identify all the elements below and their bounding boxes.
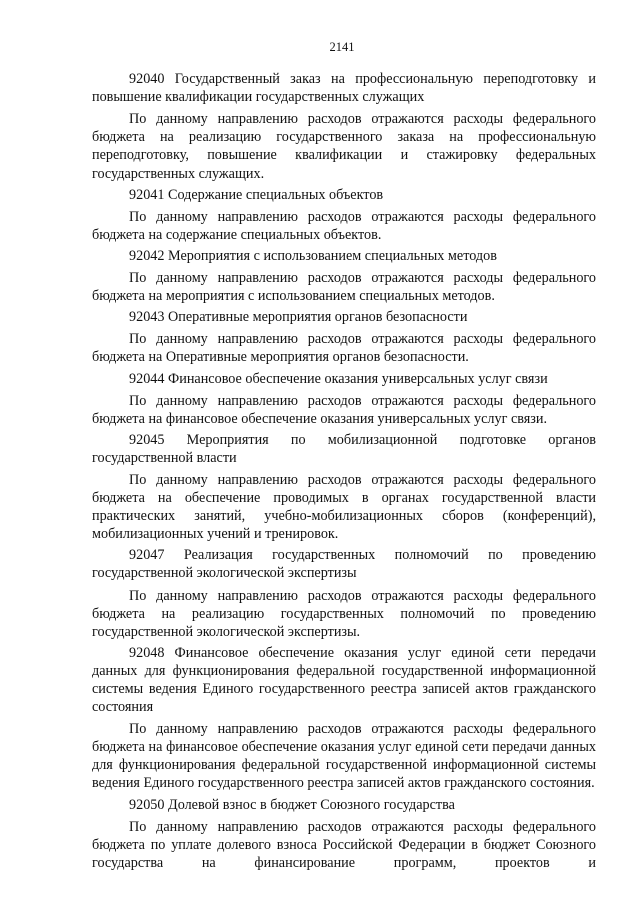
section-body-92048: По данному направлению расходов отражаются расходы федерального бюджета на финансовое обеспечение оказания услуг единой сети передачи данных для функционирования федеральной государственной информационной системы ведения Единого государственного реестра записей актов гражданского состояния.	[92, 721, 596, 792]
section-heading-92045: 92045 Мероприятия по мобилизационной подготовке органов государственной власти	[92, 431, 596, 466]
section-heading-92048: 92048 Финансовое обеспечение оказания услуг единой сети передачи данных для функционирования федеральной государственной информационной системы ведения Единого государственного реестра записей актов гражданского состояния	[92, 644, 596, 716]
section-body-92041: По данному направлению расходов отражаются расходы федерального бюджета на содержание специальных объектов.	[92, 208, 596, 243]
section-body-92043: По данному направлению расходов отражаются расходы федерального бюджета на Оперативные мероприятия органов безопасности.	[92, 331, 596, 366]
section-heading-92041: 92041 Содержание специальных объектов	[129, 186, 384, 203]
page-number: 2141	[329, 40, 355, 54]
section-heading-92040: 92040 Государственный заказ на профессиональную переподготовку и повышение квалификации государственных служащих	[92, 71, 596, 106]
section-body-92040: По данному направлению расходов отражаются расходы федерального бюджета на реализацию государственного заказа на профессиональную переподготовку, повышение квалификации и стажировку федеральных государственных служащих.	[92, 111, 596, 182]
section-body-92042: По данному направлению расходов отражаются расходы федерального бюджета на мероприятия с использованием специальных методов.	[92, 270, 596, 305]
section-body-92045: По данному направлению расходов отражаются расходы федерального бюджета на обеспечение проводимых в органах государственной власти практических занятий, учебно-мобилизационных сборов (конференций), мобилизационных учений и тренировок.	[92, 471, 596, 543]
section-heading-92044: 92044 Финансовое обеспечение оказания универсальных услуг связи	[129, 370, 548, 387]
section-heading-92043: 92043 Оперативные мероприятия органов безопасности	[129, 309, 468, 326]
section-body-92047: По данному направлению расходов отражаются расходы федерального бюджета на реализацию государственных полномочий по проведению государственной экологической экспертизы.	[92, 587, 596, 640]
section-heading-92042: 92042 Мероприятия с использованием специальных методов	[129, 247, 497, 264]
section-body-92050: По данному направлению расходов отражаются расходы федерального бюджета по уплате долевого взноса Российской Федерации в бюджет Союзного государства на финансирование программ, проектов и	[92, 818, 596, 871]
section-body-92044: По данному направлению расходов отражаются расходы федерального бюджета на финансовое обеспечение оказания универсальных услуг связи.	[92, 392, 596, 427]
section-heading-92050: 92050 Долевой взнос в бюджет Союзного государства	[129, 796, 455, 813]
document-page	[92, 38, 596, 875]
section-heading-92047: 92047 Реализация государственных полномочий по проведению государственной экологической экспертизы	[92, 547, 596, 582]
